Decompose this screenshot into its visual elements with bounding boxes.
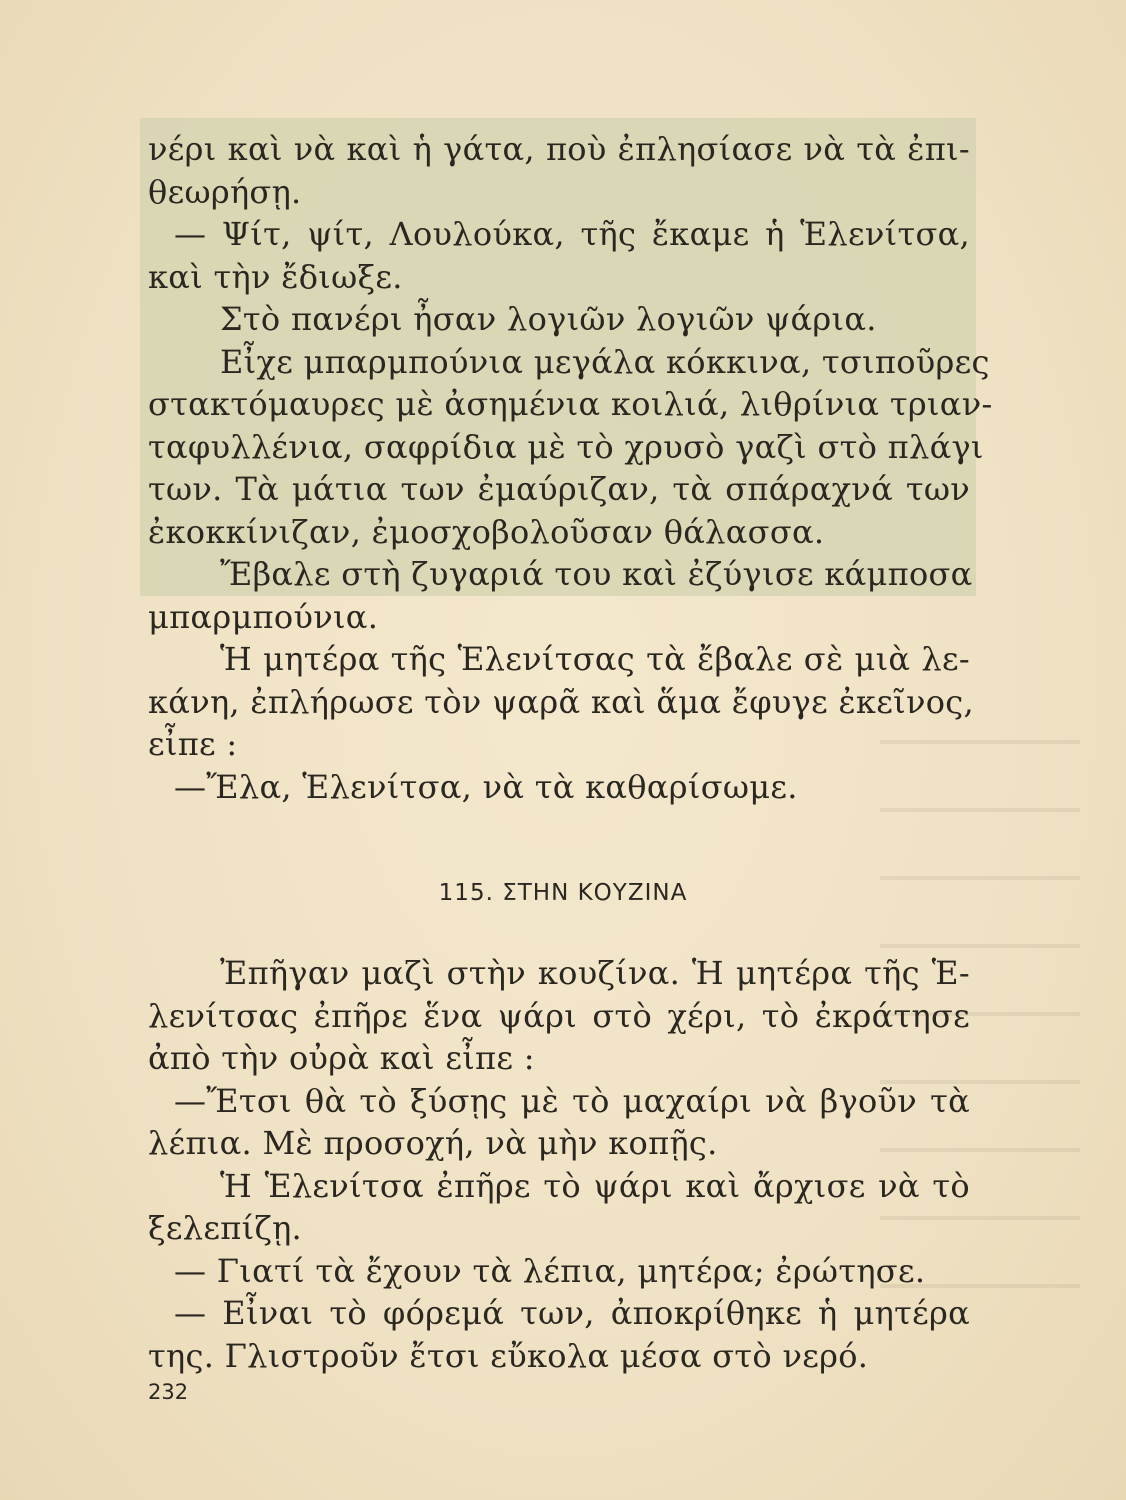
text-line: λενίτσας ἐπῆρε ἕνα ψάρι στὸ χέρι, τὸ ἐκράτησε (148, 996, 970, 1035)
bottom-paragraphs (148, 952, 970, 1377)
text-line: ἀπὸ τὴν οὐρὰ καὶ εἶπε : (148, 1039, 535, 1077)
text-line: Εἶχε μπαρμπούνια μεγάλα κόκκινα, τσιποῦρες (220, 342, 990, 381)
text-line: στακτόμαυρες μὲ ἀσημένια κοιλιά, λιθρίνια τριαν- (148, 385, 993, 423)
section-heading: 115. ΣΤΗΝ ΚΟΥΖΙΝΑ (438, 880, 688, 906)
text-line: —Ἔλα, Ἑλενίτσα, νὰ τὰ καθαρίσωμε. (174, 767, 798, 806)
text-line: —Ἔτσι θὰ τὸ ξύσῃς μὲ τὸ μαχαίρι νὰ βγοῦν τὰ (174, 1081, 970, 1120)
text-line: — Γιατί τὰ ἔχουν τὰ λέπια, μητέρα; ἐρώτησε. (174, 1251, 926, 1290)
top-paragraphs (148, 128, 993, 808)
text-line: λέπια. Μὲ προσοχή, νὰ μὴν κοπῇς. (148, 1124, 718, 1162)
text-line: ἐκοκκίνιζαν, ἐμοσχοβολοῦσαν θάλασσα. (148, 512, 825, 551)
page-number: 232 (148, 1380, 189, 1404)
text-line: κάνη, ἐπλήρωσε τὸν ψαρᾶ καὶ ἅμα ἔφυγε ἐκεῖνος, (148, 682, 974, 721)
text-line: ταφυλλένια, σαφρίδια μὲ τὸ χρυσὸ γαζὶ στὸ πλάγι (148, 427, 984, 466)
text-line: καὶ τὴν ἔδιωξε. (148, 257, 403, 296)
text-line: της. Γλιστροῦν ἔτσι εὔκολα μέσα στὸ νερό. (148, 1336, 869, 1375)
text-line: μπαρμπούνια. (148, 597, 379, 636)
text-line: Στὸ πανέρι ἦσαν λογιῶν λογιῶν ψάρια. (220, 300, 877, 338)
text-line: εἶπε : (148, 725, 238, 763)
text-line: Ἐπῆγαν μαζὶ στὴν κουζίνα. Ἡ μητέρα τῆς Ἑ- (220, 954, 970, 992)
text-line: Ἡ Ἑλενίτσα ἐπῆρε τὸ ψάρι καὶ ἄρχισε νὰ τὸ (220, 1166, 970, 1205)
text-line: — Εἶναι τὸ φόρεμά των, ἀποκρίθηκε ἡ μητέρα (174, 1294, 970, 1332)
text-line: θεωρήσῃ. (148, 172, 302, 211)
text-line: των. Τὰ μάτια των ἐμαύριζαν, τὰ σπάραχνά των (148, 470, 970, 508)
text-line: Ἡ μητέρα τῆς Ἑλενίτσας τὰ ἔβαλε σὲ μιὰ λε- (220, 640, 970, 678)
text-line: Ἔβαλε στὴ ζυγαριά του καὶ ἐζύγισε κάμποσα (220, 555, 973, 593)
text-line: — Ψίτ, ψίτ, Λουλούκα, τῆς ἔκαμε ἡ Ἑλενίτσα, (174, 215, 970, 253)
text-line: νέρι καὶ νὰ καὶ ἡ γάτα, ποὺ ἐπλησίασε νὰ τὰ ἐπι- (148, 130, 970, 168)
text-line: ξελεπίζῃ. (148, 1209, 303, 1247)
